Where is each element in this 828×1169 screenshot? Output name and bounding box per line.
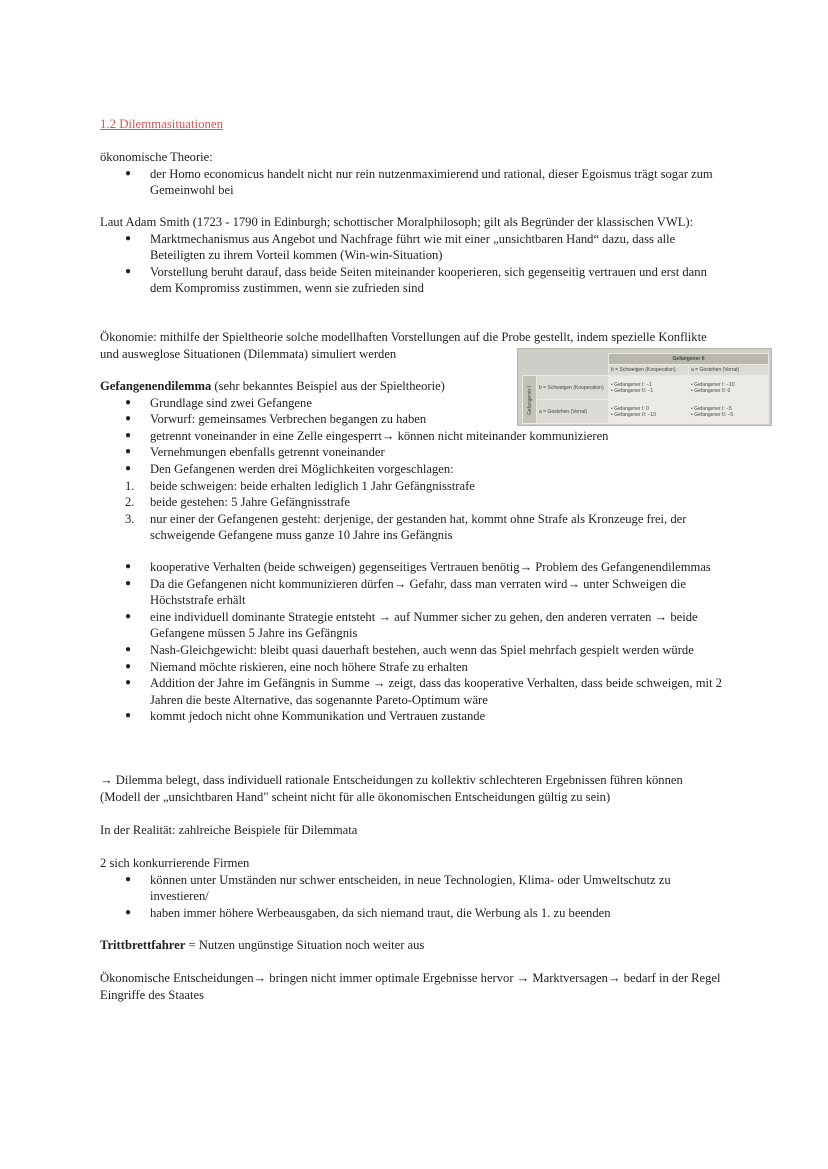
list-item: ● der Homo economicus handelt nicht nur rein nutzenmaximierend und rational, dieser Egoismus trägt sogar zum Gemeinwohl bei — [100, 166, 720, 199]
matrix-cell: • Gefangener I: −1 • Gefangener II: −1 — [609, 376, 689, 400]
smith-block — [100, 214, 730, 297]
dilemma-term: Gefangenendilemma — [100, 379, 212, 393]
list-item: ● Da die Gefangenen nicht kommunizieren dürfen→ Gefahr, dass man verraten wird→ unter Schweigen die Höchststrafe erhält — [100, 576, 725, 609]
final-paragraph: Ökonomische Entscheidungen→ bringen nicht immer optimale Ergebnisse hervor → Marktversagen→ bedarf in der Regel Eingriffe des Staates — [100, 971, 721, 1002]
section-title: 1.2 Dilemmasituationen — [100, 117, 223, 131]
list-item: ● Den Gefangenen werden drei Möglichkeiten vorgeschlagen: — [100, 461, 730, 478]
list-item: ● Nash-Gleichgewicht: bleibt quasi dauerhaft bestehen, auch wenn das Spiel mehrfach gespielt werden würde — [100, 642, 725, 659]
dilemma-analysis — [100, 559, 730, 725]
list-item: ● getrennt voneinander in eine Zelle eingesperrt→ können nicht miteinander kommunizieren — [100, 428, 730, 445]
free-rider-term: Trittbrettfahrer — [100, 938, 186, 952]
list-item: ● eine individuell dominante Strategie entsteht → auf Nummer sicher zu gehen, den anderen verraten → beide Gefangene müssen 5 Jahre ins Gefängnis — [100, 609, 725, 642]
list-item: ● Niemand möchte riskieren, eine noch höhere Strafe zu erhalten — [100, 659, 725, 676]
list-item: ● kommt jedoch nicht ohne Kommunikation und Vertrauen zustande — [100, 708, 725, 725]
conclusion-paragraph: → Dilemma belegt, dass individuell rationale Entscheidungen zu kollektiv schlechteren Ergebnissen führen können (Modell der „unsichtbaren Hand" scheint nicht für alle ökonomischen Entscheidungen gültig zu sein) — [100, 773, 683, 804]
matrix-header: Gefangener II — [609, 354, 769, 365]
list-item: ● Marktmechanismus aus Angebot und Nachfrage führt wie mit einer „unsichtbaren Hand“ dazu, dass alle Beteiligten zu ihrem Vorteil kommen (Win-win-Situation) — [100, 231, 725, 264]
numbered-item: 2. beide gestehen: 5 Jahre Gefängnisstrafe — [125, 495, 351, 510]
list-item: ● können unter Umständen nur schwer entscheiden, in neue Technologien, Klima- oder Umweltschutz zu investieren/ — [100, 872, 730, 905]
matrix-side-label: Gefangener I — [523, 376, 537, 424]
free-rider-paragraph: Trittbrettfahrer = Nutzen ungünstige Situation noch weiter aus — [100, 938, 425, 952]
list-item: ● Vorstellung beruht darauf, dass beide Seiten miteinander kooperieren, sich gegenseitig vertrauen und erst dann dem Kompromiss zustimmen, wenn sie zufrieden sind — [100, 264, 725, 297]
dilemma-note: (sehr bekanntes Beispiel aus der Spieltheorie) — [211, 379, 445, 393]
list-item: ● kooperative Verhalten (beide schweigen) gegenseitiges Vertrauen benötig→ Problem des Gefangenendilemmas — [100, 559, 725, 576]
list-item: ● Vorwurf: gemeinsames Verbrechen begangen zu haben — [100, 411, 730, 428]
firms-heading: 2 sich konkurrierende Firmen — [100, 856, 250, 870]
matrix-col-header: a = Gestehen (Verrat) — [689, 365, 769, 376]
firms-block — [100, 855, 730, 921]
list-item: ● Grundlage sind zwei Gefangene — [100, 395, 730, 412]
matrix-cell: • Gefangener I: −5 • Gefangener II: −5 — [689, 400, 769, 424]
list-item: ● haben immer höhere Werbeausgaben, da sich niemand traut, die Werbung als 1. zu beenden — [100, 905, 730, 922]
list-item: ● Addition der Jahre im Gefängnis in Summe → zeigt, dass das kooperative Verhalten, dass beide schweigen, mit 2 Jahren die beste Alternative, das sogenannte Pareto-Optimum wäre — [100, 675, 725, 708]
theory-heading: ökonomische Theorie: — [100, 150, 213, 164]
economics-paragraph: Ökonomie: mithilfe der Spieltheorie solche modellhaften Vorstellungen auf die Probe gestellt, indem spezielle Konflikte und ausweglose Situationen (Dilemmata) simuliert werden — [100, 330, 707, 361]
prisoners-dilemma-matrix-image — [517, 348, 772, 426]
reality-paragraph: In der Realität: zahlreiche Beispiele für Dilemmata — [100, 823, 358, 837]
numbered-item: 3. nur einer der Gefangenen gesteht: derjenige, der gestanden hat, kommt ohne Strafe als Kronzeuge frei, der schweigende Gefangene muss ganze 10 Jahre ins Gefängnis — [125, 511, 687, 543]
matrix-col-header: b = Schweigen (Kooperation) — [609, 365, 689, 376]
smith-heading: Laut Adam Smith (1723 - 1790 in Edinburgh; schottischer Moralphilosoph; gilt als Begründer der klassischen VWL): — [100, 215, 694, 229]
matrix-row-header: b = Schweigen (Kooperation) — [537, 376, 609, 400]
numbered-item: 1. beide schweigen: beide erhalten lediglich 1 Jahr Gefängnisstrafe — [125, 478, 475, 493]
matrix-row-header: a = Gestehen (Verrat) — [537, 400, 609, 424]
theory-block — [100, 149, 730, 199]
list-item: ● Vernehmungen ebenfalls getrennt voneinander — [100, 444, 730, 461]
matrix-cell: • Gefangener I: −10 • Gefangener II: 0 — [689, 376, 769, 400]
matrix-cell: • Gefangener I: 0 • Gefangener II: −10 — [609, 400, 689, 424]
